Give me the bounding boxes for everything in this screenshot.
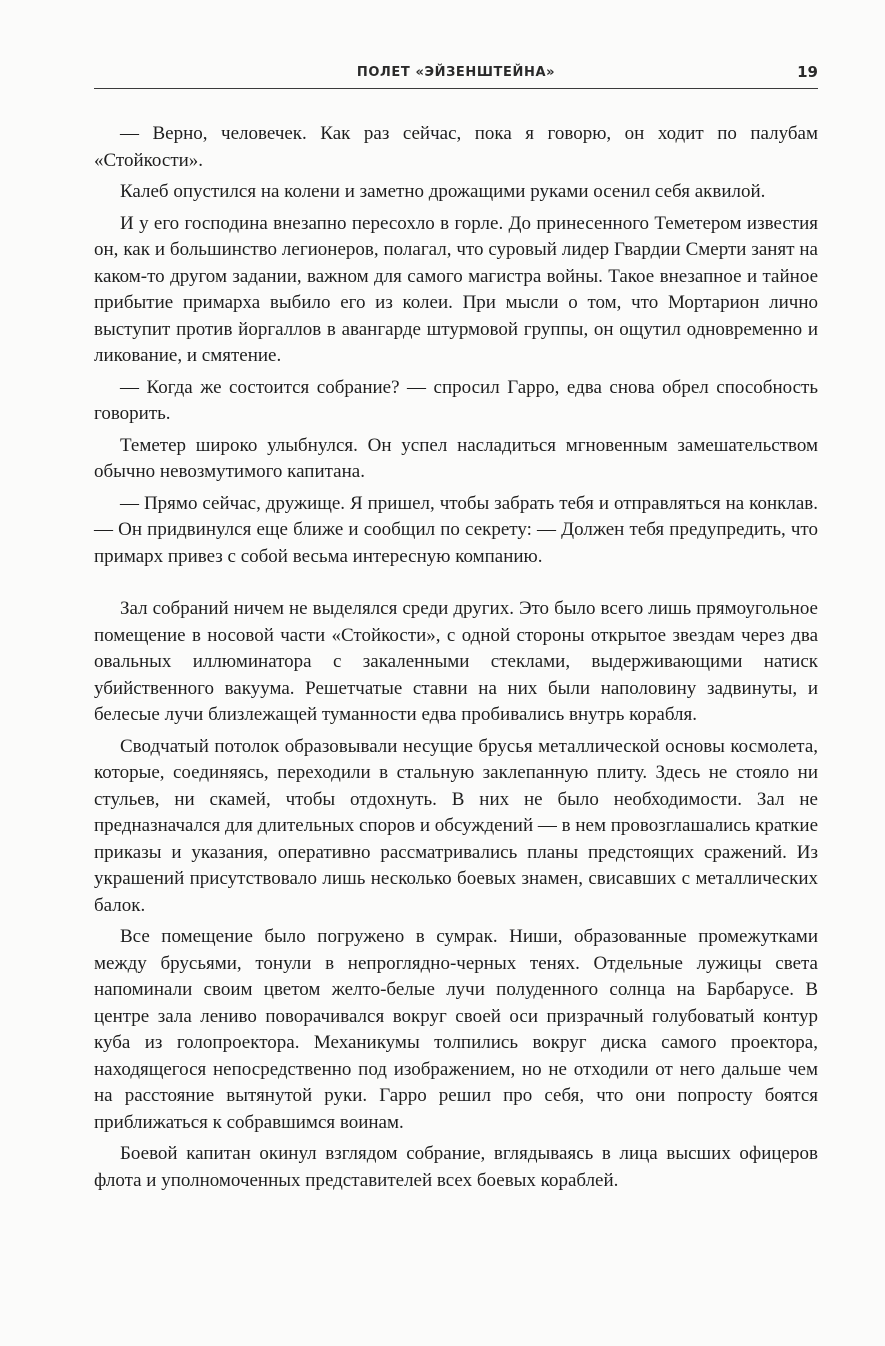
body-text <box>94 121 818 1199</box>
paragraph: — Верно, человечек. Как раз сейчас, пока я говорю, он ходит по палубам «Стойкости». <box>94 123 818 171</box>
paragraph: — Когда же состоится собрание? — спросил Гарро, едва снова обрел способность говорить. <box>94 376 818 424</box>
paragraph: Калеб опустился на колени и заметно дрожащими руками осенил себя аквилой. <box>120 181 766 202</box>
paragraph: Теметер широко улыбнулся. Он успел насладиться мгновенным замешательством обычно невозмутимого капитана. <box>94 434 818 482</box>
paragraph: Сводчатый потолок образовывали несущие брусья металлической основы космолета, которые, соединяясь, переходили в стальную заклепанную плиту. Здесь не стояло ни стульев, ни скамей, чтобы отдохнуть. В них не было необходимости. Зал не предназначался для длительных споров и обсуждений — в нем провозглашались краткие приказы и указания, оперативно рассматривались планы предстоящих сражений. Из украшений присутствовало лишь несколько боевых знамен, свисавших с металлических балок. <box>94 735 819 916</box>
paragraph: Зал собраний ничем не выделялся среди других. Это было всего лишь прямоугольное помещение в носовой части «Стойкости», с одной стороны открытое звездам через два овальных иллюминатора с закаленными стеклами, выдерживающими натиск убийственного вакуума. Решетчатые ставни на них были наполовину задвинуты, и белесые лучи близлежащей туманности едва пробивались внутрь корабля. <box>94 598 818 725</box>
section-break <box>94 575 818 596</box>
paragraph: — Прямо сейчас, дружище. Я пришел, чтобы забрать тебя и отправляться на конклав. — Он придвинулся еще ближе и сообщил по секрету: — Должен тебя предупредить, что примарх привез с собой весьма интересную компанию. <box>94 492 818 567</box>
paragraph: Все помещение было погружено в сумрак. Ниши, образованные промежутками между брусьями, тонули в непроглядно-черных тенях. Отдельные лужицы света напоминали своим цветом желто-белые лучи полуденного солнца на Барбарусе. В центре зала лениво поворачивался вокруг своей оси призрачный голубоватый контур куба из голопроектора. Механикумы толпились вокруг диска самого проектора, находящегося непосредственно под изображением, но не отходили от него дальше чем на расстояние вытянутой руки. Гарро решил про себя, что они попросту боятся приближаться к собравшимся воинам. <box>94 926 818 1133</box>
paragraph: И у его господина внезапно пересохло в горле. До принесенного Теметером известия он, как и большинство легионеров, полагал, что суровый лидер Гвардии Смерти занят на каком-то другом задании, важном для самого магистра войны. Такое внезапное и тайное прибытие примарха выбило его из колеи. При мысли о том, что Мортарион лично выступит против йоргаллов в авангарде штурмовой группы, он ощутил одновременно и ликование, и смятение. <box>94 212 818 366</box>
running-header <box>94 62 818 89</box>
running-title: ПОЛЕТ «ЭЙЗЕНШТЕЙНА» <box>356 65 556 80</box>
page-number: 19 <box>797 63 818 81</box>
paragraph: Боевой капитан окинул взглядом собрание, вглядываясь в лица высших офицеров флота и уполномоченных представителей всех боевых кораблей. <box>94 1143 818 1191</box>
